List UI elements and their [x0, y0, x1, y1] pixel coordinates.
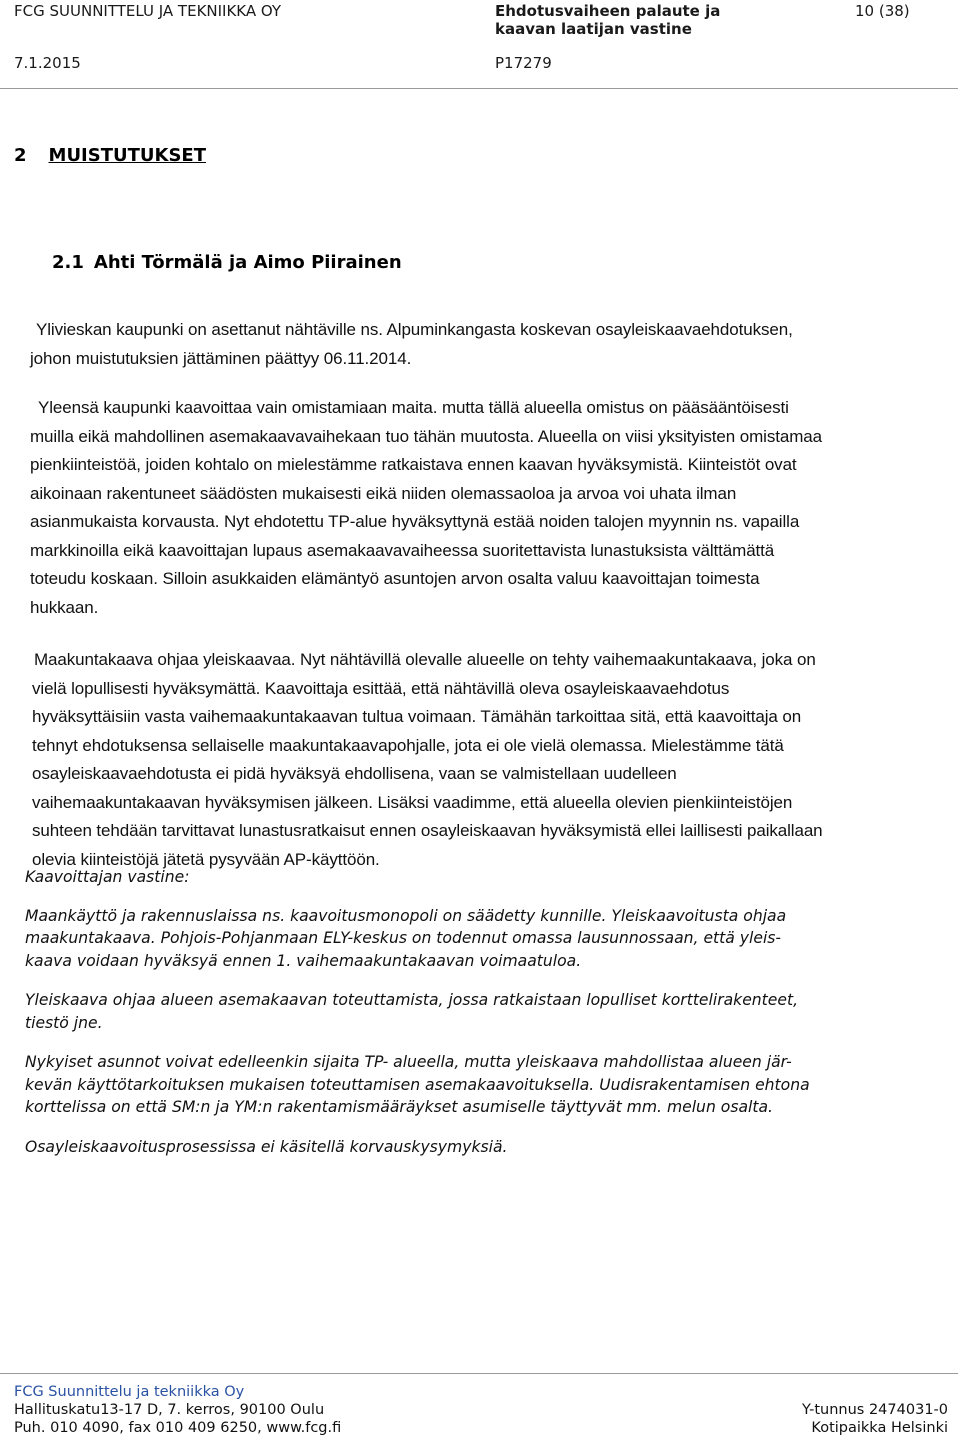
text-line: pienkiinteistöä, joiden kohtalo on mielestämme ratkaistava ennen kaavan hyväksymistä. Kiinteistöt ovat — [30, 455, 797, 474]
subsection-number: 2.1 — [52, 252, 84, 273]
header-page-number: 10 (38) — [855, 2, 910, 20]
text-line: johon muistutuksien jättäminen päättyy 06.11.2014. — [30, 348, 412, 368]
footer-company: FCG Suunnittelu ja tekniikka Oy — [14, 1384, 245, 1400]
text-line: olevia kiinteistöjä jätetä pysyvään AP-käyttöön. — [32, 849, 380, 869]
text-line: Osayleiskaavoitusprosessissa ei käsitellä korvauskysymyksiä. — [25, 1137, 508, 1156]
objection-paragraph-1 — [30, 316, 960, 373]
subsection-heading — [52, 252, 402, 273]
text-line: hyväksyttäisiin vasta vaihemaakuntakaavan tultua voimaan. Tämähän tarkoittaa sitä, että kaavoittaja on — [32, 707, 802, 726]
text-line: vielä lopullisesti hyväksymättä. Kaavoittaja esittää, että nähtävillä oleva osayleiskaavaehdotus — [32, 678, 730, 698]
text-line: tehnyt ehdotuksensa sellaiselle maakuntakaavapohjalle, jota ei ole vielä olemassa. Mielestämme tätä — [32, 735, 784, 755]
text-line: markkinoilla eikä kaavoittajan lupaus asemakaavavaiheessa suoritettavista lunastuksista välttämättä — [30, 540, 775, 560]
text-line: asianmukaista korvausta. Nyt ehdotettu TP-alue hyväksyttynä estää noiden talojen myynnin ns. vapailla — [30, 512, 800, 531]
footer-domicile: Kotipaikka Helsinki — [811, 1420, 948, 1436]
text-line: kaava voidaan hyväksyä ennen 1. vaihemaakuntakaavan voimaatuloa. — [25, 951, 582, 970]
text-line: osayleiskaavaehdotusta ei pidä hyväksyä ehdollisena, vaan se valmistellaan uudelleen — [32, 764, 677, 783]
header-divider — [0, 88, 958, 89]
text-line: Maankäyttö ja rakennuslaissa ns. kaavoitusmonopoli on säädetty kunnille. Yleiskaavoitusta ohjaa — [25, 906, 787, 925]
text-line: Ylivieskan kaupunki on asettanut nähtäville ns. Alpuminkangasta koskevan osayleiskaavaehdotuksen, — [36, 320, 793, 339]
text-line: tiestö jne. — [25, 1013, 103, 1032]
text-line: Yleensä kaupunki kaavoittaa vain omistamiaan maita. mutta tällä alueella omistus on pääsääntöisesti — [38, 398, 789, 417]
text-line: hukkaan. — [30, 597, 99, 617]
text-line: Yleiskaava ohjaa alueen asemakaavan toteuttamista, jossa ratkaistaan lopulliset korttelirakenteet, — [25, 991, 799, 1009]
subsection-title: Ahti Törmälä ja Aimo Piirainen — [93, 252, 402, 273]
header-project-number: P17279 — [495, 54, 552, 72]
section-title: MUISTUTUKSET — [48, 145, 206, 166]
text-line: korttelissa on että SM:n ja YM:n rakentamismääräykset asumiselle täyttyvät mm. melun osalta. — [25, 1098, 773, 1116]
text-line: Maakuntakaava ohjaa yleiskaavaa. Nyt nähtävillä olevalle alueelle on tehty vaihemaakuntakaava, joka on — [34, 650, 816, 669]
text-line: suhteen tehdään tarvittavat lunastusratkaisut ennen osayleiskaavan hyväksymistä ellei laillisesti paikallaan — [32, 821, 823, 840]
response-block — [25, 866, 955, 1158]
footer-address: Hallituskatu13-17 D, 7. kerros, 90100 Oulu — [14, 1402, 325, 1418]
objection-paragraph-3 — [34, 646, 960, 874]
footer-contact: Puh. 010 4090, fax 010 409 6250, www.fcg.fi — [14, 1420, 342, 1436]
header-doc-title-line2: kaavan laatijan vastine — [495, 20, 692, 38]
footer-business-id: Y-tunnus 2474031-0 — [801, 1402, 948, 1418]
text-line: kevän käyttötarkoituksen mukaisen toteuttamisen asemakaavoituksella. Uudisrakentamisen ehtona — [25, 1075, 810, 1094]
text-line: toteudu koskaan. Silloin asukkaiden elämäntyö asuntojen arvon osalta valuu kaavoittajan toimesta — [30, 569, 760, 588]
response-heading: Kaavoittajan vastine: — [25, 868, 190, 886]
section-number: 2 — [14, 145, 27, 166]
text-line: Nykyiset asunnot voivat edelleenkin sijaita TP- alueella, mutta yleiskaava mahdollistaa alueen jär- — [25, 1053, 792, 1071]
text-line: vaihemaakuntakaavan hyväksymisen jälkeen. Lisäksi vaadimme, että alueella olevien pienkiinteistöjen — [32, 792, 793, 812]
footer-divider — [0, 1373, 958, 1374]
header-company: FCG SUUNNITTELU JA TEKNIIKKA OY — [14, 2, 282, 20]
header-date: 7.1.2015 — [14, 54, 81, 72]
objection-paragraph-2 — [30, 394, 960, 622]
header-doc-title-line1: Ehdotusvaiheen palaute ja — [495, 2, 721, 20]
text-line: aikoinaan rakentuneet säädösten mukaisesti eikä niiden olemassaoloa ja arvoa voi uhata ilman — [30, 483, 737, 503]
text-line: muilla eikä mahdollinen asemakaavavaihekaan tuo tähän muutosta. Alueella on viisi yksityisten omistamaa — [30, 426, 822, 446]
section-heading — [14, 145, 206, 166]
text-line: maakuntakaava. Pohjois-Pohjanmaan ELY-keskus on todennut omassa lausunnossaan, että yleis- — [25, 929, 782, 947]
